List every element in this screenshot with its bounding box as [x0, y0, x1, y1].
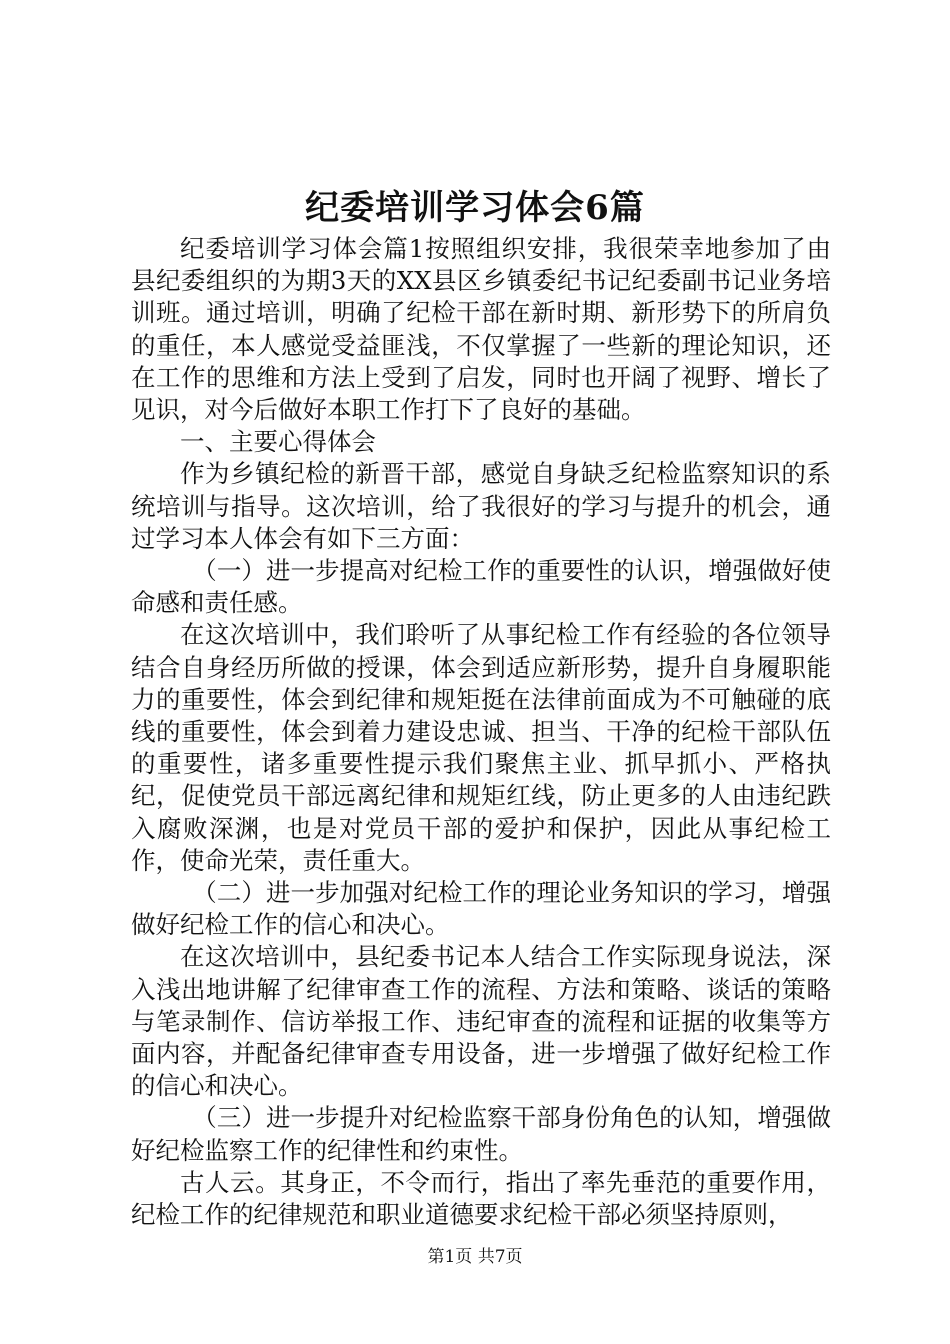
- paragraph-background: 作为乡镇纪检的新晋干部，感觉自身缺乏纪检监察知识的系统培训与指导。这次培训，给了我很好的学习与提升的机会，通过学习本人体会有如下三方面：: [131, 459, 831, 553]
- paragraph-two-detail: 在这次培训中，县纪委书记本人结合工作实际现身说法，深入浅出地讲解了纪律审查工作的流程、方法和策略、谈话的策略与笔录制作、信访举报工作、违纪审查的流程和证据的收集等方面内容，并配备纪律审查专用设备，进一步增强了做好纪检工作的信心和决心。: [131, 942, 831, 1101]
- subheading-two: （二）进一步加强对纪检工作的理论业务知识的学习，增强做好纪检工作的信心和决心。: [131, 878, 831, 940]
- paragraph-one-detail: 在这次培训中，我们聆听了从事纪检工作有经验的各位领导结合自身经历所做的授课，体会到适应新形势，提升自身履职能力的重要性，体会到纪律和规矩挺在法律前面成为不可触碰的底线的重要性，体会到着力建设忠诚、担当、干净的纪检干部队伍的重要性，诸多重要性提示我们聚焦主业、抓早抓小、严格执纪，促使党员干部远离纪律和规矩红线，防止更多的人由违纪跌入腐败深渊，也是对党员干部的爱护和保护，因此从事纪检工作，使命光荣，责任重大。: [131, 620, 831, 875]
- page-footer: 第1页 共7页: [427, 1247, 523, 1267]
- paragraph-three-detail: 古人云。其身正，不令而行，指出了率先垂范的重要作用，纪检工作的纪律规范和职业道德要求纪检干部必须坚持原则，: [131, 1167, 831, 1230]
- document-title: 纪委培训学习体会6篇: [305, 188, 645, 228]
- document-body: [131, 233, 831, 1231]
- subheading-one: （一）进一步提高对纪检工作的重要性的认识，增强做好使命感和责任感。: [131, 556, 831, 618]
- subheading-three: （三）进一步提升对纪检监察干部身份角色的认知，增强做好纪检监察工作的纪律性和约束性。: [131, 1103, 831, 1165]
- paragraph-intro: 纪委培训学习体会篇1按照组织安排，我很荣幸地参加了由县纪委组织的为期3天的XX县区乡镇委纪书记纪委副书记业务培训班。通过培训，明确了纪检干部在新时期、新形势下的所肩负的重任，本人感觉受益匪浅，不仅掌握了一些新的理论知识，还在工作的思维和方法上受到了启发，同时也开阔了视野、增长了见识，对今后做好本职工作打下了良好的基础。: [131, 234, 831, 425]
- section-heading-main-experience: 一、主要心得体会: [180, 427, 376, 457]
